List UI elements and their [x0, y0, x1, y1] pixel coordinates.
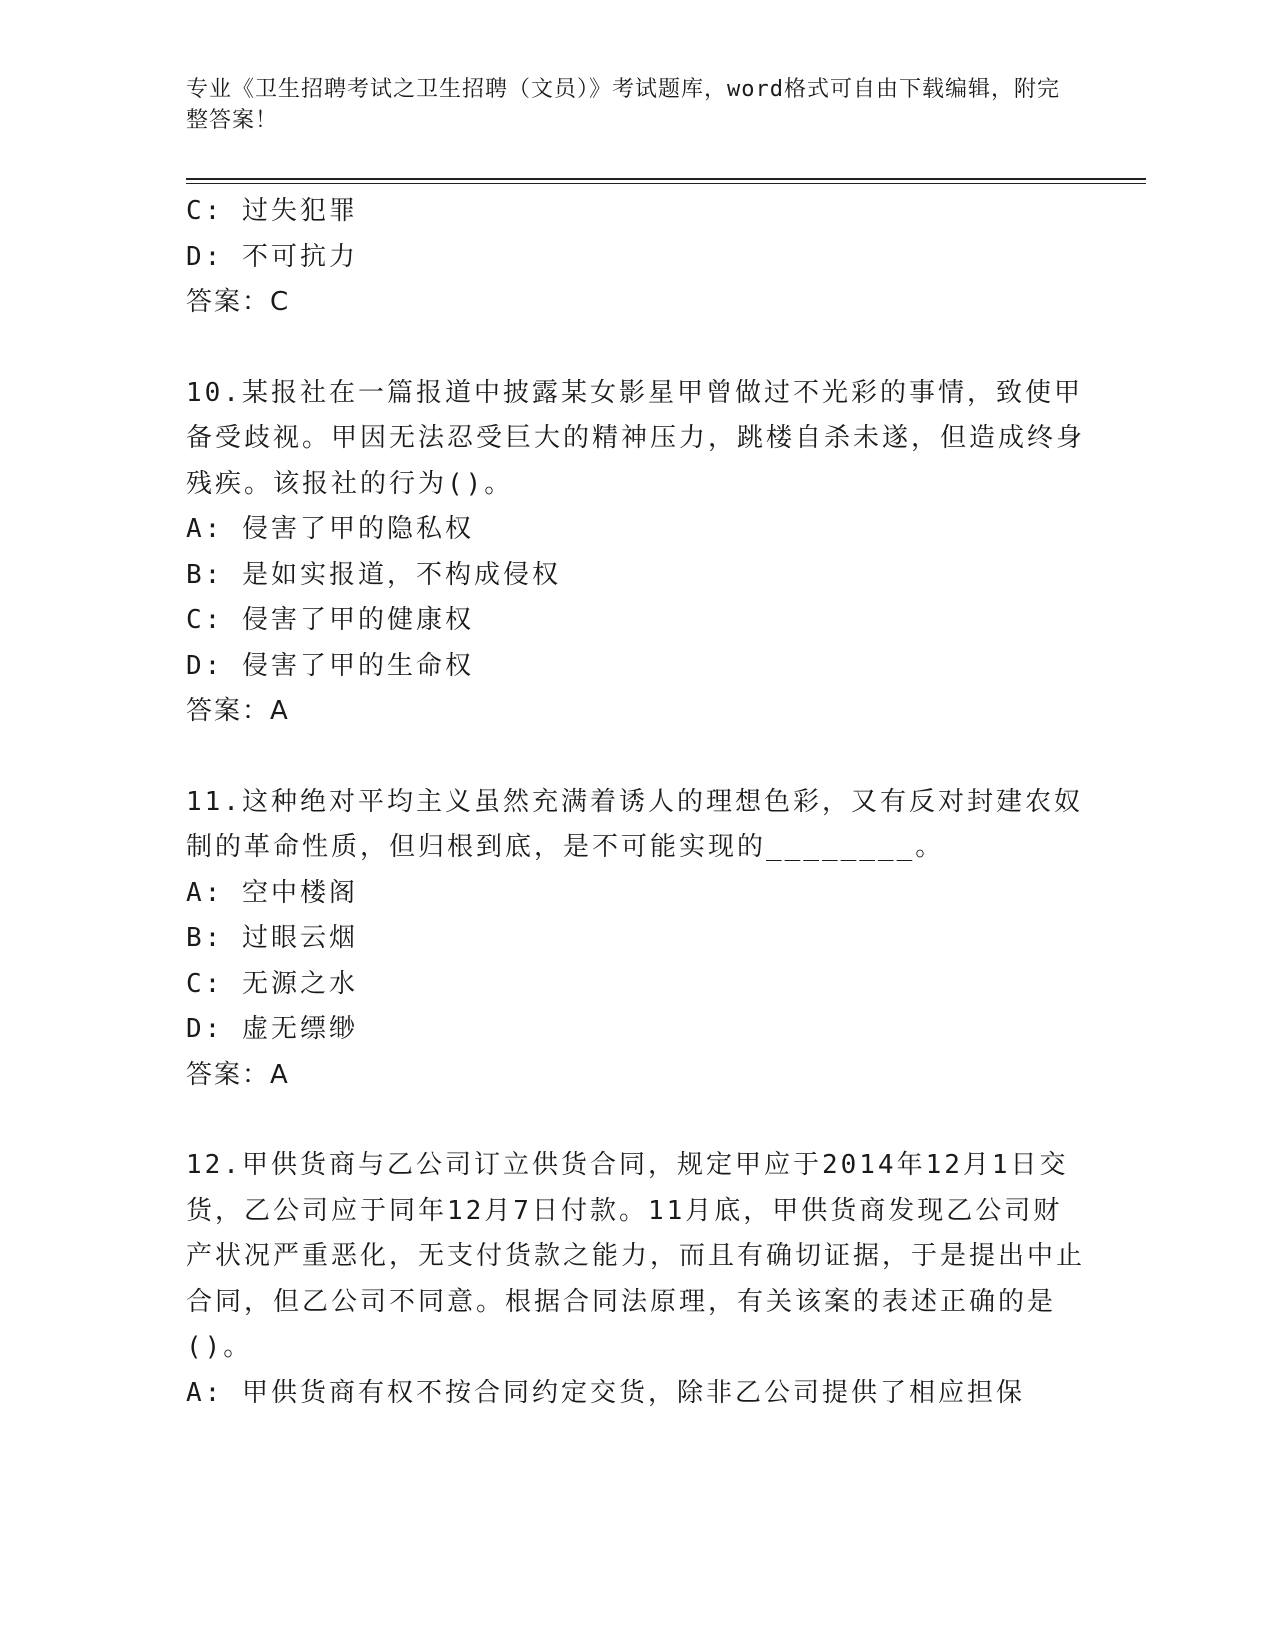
option-a: A: 甲供货商有权不按合同约定交货，除非乙公司提供了相应担保: [186, 1377, 1025, 1408]
option-d: D: 虚无缥缈: [186, 1014, 358, 1044]
previous-question-tail: [186, 189, 1086, 326]
option-d: D: 不可抗力: [186, 241, 358, 272]
option-c: C: 侵害了甲的健康权: [186, 605, 474, 635]
question-12: [186, 1143, 1086, 1416]
document-header: 专业《卫生招聘考试之卫生招聘（文员）》考试题库，word格式可自由下载编辑，附完整答案！: [186, 77, 1060, 133]
option-b: B: 是如实报道，不构成侵权: [186, 559, 561, 590]
option-d: D: 侵害了甲的生命权: [186, 650, 474, 681]
option-c: C: 过失犯罪: [186, 196, 358, 226]
option-a: A: 空中楼阁: [186, 877, 358, 908]
option-b: B: 过眼云烟: [186, 923, 358, 953]
question-content: [186, 189, 1086, 1416]
answer-line: 答案：A: [186, 696, 290, 726]
answer-line: 答案：A: [186, 1059, 290, 1090]
answer-line: 答案：C: [186, 287, 291, 317]
question-text: 10.某报社在一篇报道中披露某女影星甲曾做过不光彩的事情，致使甲备受歧视。甲因无法忍受巨大的精神压力，跳楼自杀未遂，但造成终身残疾。该报社的行为()。: [186, 377, 1086, 499]
header-divider-thin: [186, 183, 1146, 184]
question-11: [186, 780, 1086, 1099]
question-text: 11.这种绝对平均主义虽然充满着诱人的理想色彩，又有反对封建农奴制的革命性质，但归根到底，是不可能实现的________。: [186, 786, 1083, 862]
option-c: C: 无源之水: [186, 968, 358, 999]
header-divider: [186, 178, 1146, 180]
question-text: 12.甲供货商与乙公司订立供货合同，规定甲应于2014年12月1日交货，乙公司应于同年12月7日付款。11月底，甲供货商发现乙公司财产状况严重恶化，无支付货款之能力，而且有确切证据，于是提出中止合同，但乙公司不同意。根据合同法原理，有关该案的表述正确的是()。: [186, 1150, 1086, 1362]
option-a: A: 侵害了甲的隐私权: [186, 514, 474, 544]
question-10: [186, 371, 1086, 735]
